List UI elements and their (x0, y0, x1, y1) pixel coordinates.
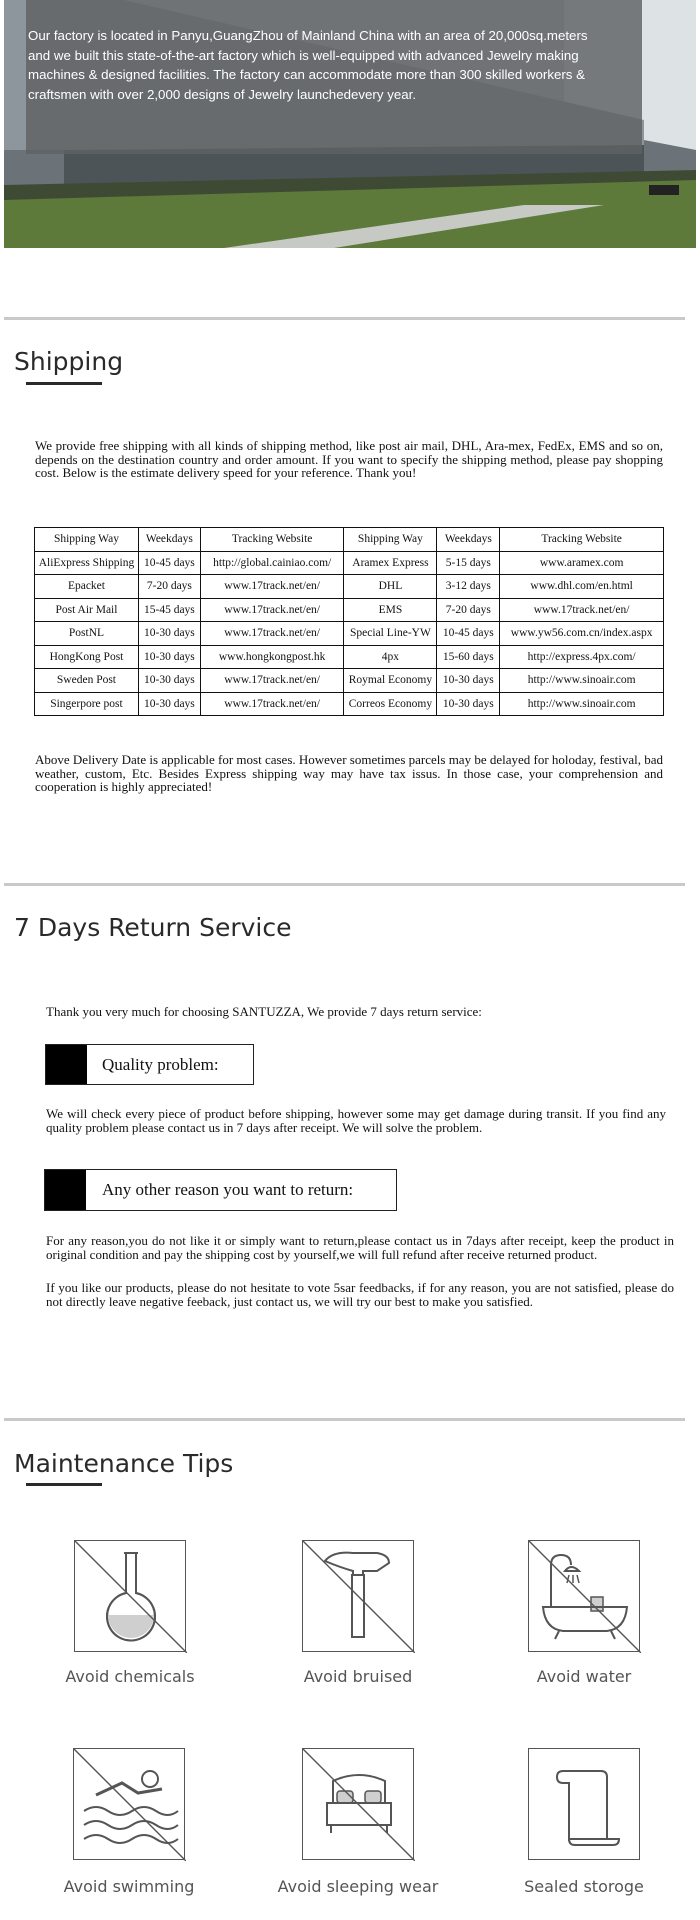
table-cell: www.dhl.com/en.html (500, 575, 664, 599)
delivery-note: Above Delivery Date is applicable for most cases. However sometimes parcels may be delayed for holoday, festival, bad weather, custom, Etc. Besides Express shipping way may have tax issus. In those case, your comprehension and cooperation is highly appreciated! (35, 752, 663, 794)
table-cell: www.aramex.com (500, 551, 664, 575)
table-cell: www.17track.net/en/ (200, 622, 344, 646)
quality-problem-box (45, 1044, 254, 1085)
tip-label: Sealed storoge (524, 1877, 644, 1896)
table-cell: Sweden Post (35, 669, 139, 693)
table-cell: Special Line-YW (344, 622, 437, 646)
table-row (35, 622, 664, 646)
shipping-table (34, 527, 664, 716)
tip-label: Avoid bruised (303, 1667, 413, 1686)
table-cell: www.17track.net/en/ (200, 575, 344, 599)
table-cell: www.17track.net/en/ (500, 598, 664, 622)
table-cell: PostNL (35, 622, 139, 646)
section-divider (4, 883, 685, 886)
table-row (35, 692, 664, 716)
shower-bathtub-icon (528, 1540, 640, 1652)
table-cell: 5-15 days (437, 551, 500, 575)
hammer-icon (302, 1540, 414, 1652)
table-cell: 10-30 days (138, 692, 200, 716)
table-cell: 3-12 days (437, 575, 500, 599)
table-header-row (35, 528, 664, 552)
return-intro: Thank you very much for choosing SANTUZZA, We provide 7 days return service: (46, 1004, 482, 1019)
table-cell: 10-45 days (437, 622, 500, 646)
other-reason-label: Any other reason you want to return: (102, 1180, 354, 1199)
table-row (35, 551, 664, 575)
table-cell: 10-45 days (138, 551, 200, 575)
feedback-text: If you like our products, please do not hesitate to vote 5sar feedbacks, if for any reason, you are not satisfied, please do not directly leave negative feeback, just contact us, we will try our best to make you satisfied. (46, 1280, 674, 1309)
scroll-icon (528, 1748, 640, 1860)
other-reason-text: For any reason,you do not like it or simply want to return,please contact us in 7days after receipt, keep the product in original condition and pay the shipping cost by yourself,we will full refund after receive returned product. (46, 1233, 674, 1262)
table-cell: EMS (344, 598, 437, 622)
table-cell: www.17track.net/en/ (200, 598, 344, 622)
table-cell: www.yw56.com.cn/index.aspx (500, 622, 664, 646)
bed-icon (302, 1748, 414, 1860)
tip-label: Avoid sleeping wear (277, 1877, 439, 1896)
section-divider (4, 317, 685, 320)
table-cell: 7-20 days (138, 575, 200, 599)
other-reason-box (44, 1169, 397, 1211)
col-header-tracking-website: Tracking Website (200, 528, 344, 552)
tip-label: Avoid water (536, 1667, 632, 1686)
table-cell: 10-30 days (437, 692, 500, 716)
shipping-title: Shipping (14, 347, 124, 376)
maintenance-title: Maintenance Tips (14, 1449, 234, 1478)
table-cell: http://www.sinoair.com (500, 669, 664, 693)
table-cell: http://www.sinoair.com (500, 692, 664, 716)
table-cell: http://express.4px.com/ (500, 645, 664, 669)
table-cell: HongKong Post (35, 645, 139, 669)
table-cell: www.17track.net/en/ (200, 692, 344, 716)
return-service-title: 7 Days Return Service (14, 913, 292, 942)
table-cell: 7-20 days (437, 598, 500, 622)
tip-label: Avoid chemicals (65, 1667, 195, 1686)
table-cell: Roymal Economy (344, 669, 437, 693)
table-cell: 15-60 days (437, 645, 500, 669)
quality-problem-text: We will check every piece of product before shipping, however some may get damage during transit. If you find any quality problem please contact us in 7 days after receipt. We will solve the problem. (46, 1106, 666, 1135)
table-cell: Aramex Express (344, 551, 437, 575)
table-cell: http://global.cainiao.com/ (200, 551, 344, 575)
shipping-intro: We provide free shipping with all kinds of shipping method, like post air mail, DHL, Ara-mex, FedEx, EMS and so on, depends on the destination country and order amount. If you want to specify the shipping method, please pay shopping cost. Below is the estimate delivery speed for your reference. Thank you! (35, 438, 663, 480)
flask-icon (74, 1540, 186, 1652)
col-header-weekdays: Weekdays (138, 528, 200, 552)
table-row (35, 645, 664, 669)
table-cell: 10-30 days (138, 669, 200, 693)
title-underline (26, 1483, 102, 1486)
table-cell: Epacket (35, 575, 139, 599)
col-header-shipping-way: Shipping Way (344, 528, 437, 552)
table-row (35, 575, 664, 599)
table-row (35, 669, 664, 693)
swimmer-icon (73, 1748, 185, 1860)
tip-label: Avoid swimming (63, 1877, 195, 1896)
box-marker (46, 1045, 87, 1084)
table-cell: AliExpress Shipping (35, 551, 139, 575)
col-header-tracking-website: Tracking Website (500, 528, 664, 552)
table-cell: 15-45 days (138, 598, 200, 622)
table-row (35, 598, 664, 622)
table-cell: www.17track.net/en/ (200, 669, 344, 693)
table-cell: 10-30 days (138, 622, 200, 646)
table-cell: Post Air Mail (35, 598, 139, 622)
table-cell: DHL (344, 575, 437, 599)
section-divider (4, 1418, 685, 1421)
table-cell: 10-30 days (138, 645, 200, 669)
title-underline (26, 382, 102, 385)
table-cell: 10-30 days (437, 669, 500, 693)
quality-problem-label: Quality problem: (102, 1054, 219, 1074)
col-header-weekdays: Weekdays (437, 528, 500, 552)
table-cell: Singerpore post (35, 692, 139, 716)
table-cell: Correos Economy (344, 692, 437, 716)
table-cell: www.hongkongpost.hk (200, 645, 344, 669)
col-header-shipping-way: Shipping Way (35, 528, 139, 552)
box-marker (45, 1170, 86, 1210)
table-cell: 4px (344, 645, 437, 669)
factory-description: Our factory is located in Panyu,GuangZhou of Mainland China with an area of 20,000sq.meters and we built this state-of-the-art factory which is well-equipped with advanced Jewelry making machines & designed facilities. The factory can accommodate more than 300 skilled workers & craftsmen with over 2,000 designs of Jewelry launchedevery year. (28, 28, 588, 102)
